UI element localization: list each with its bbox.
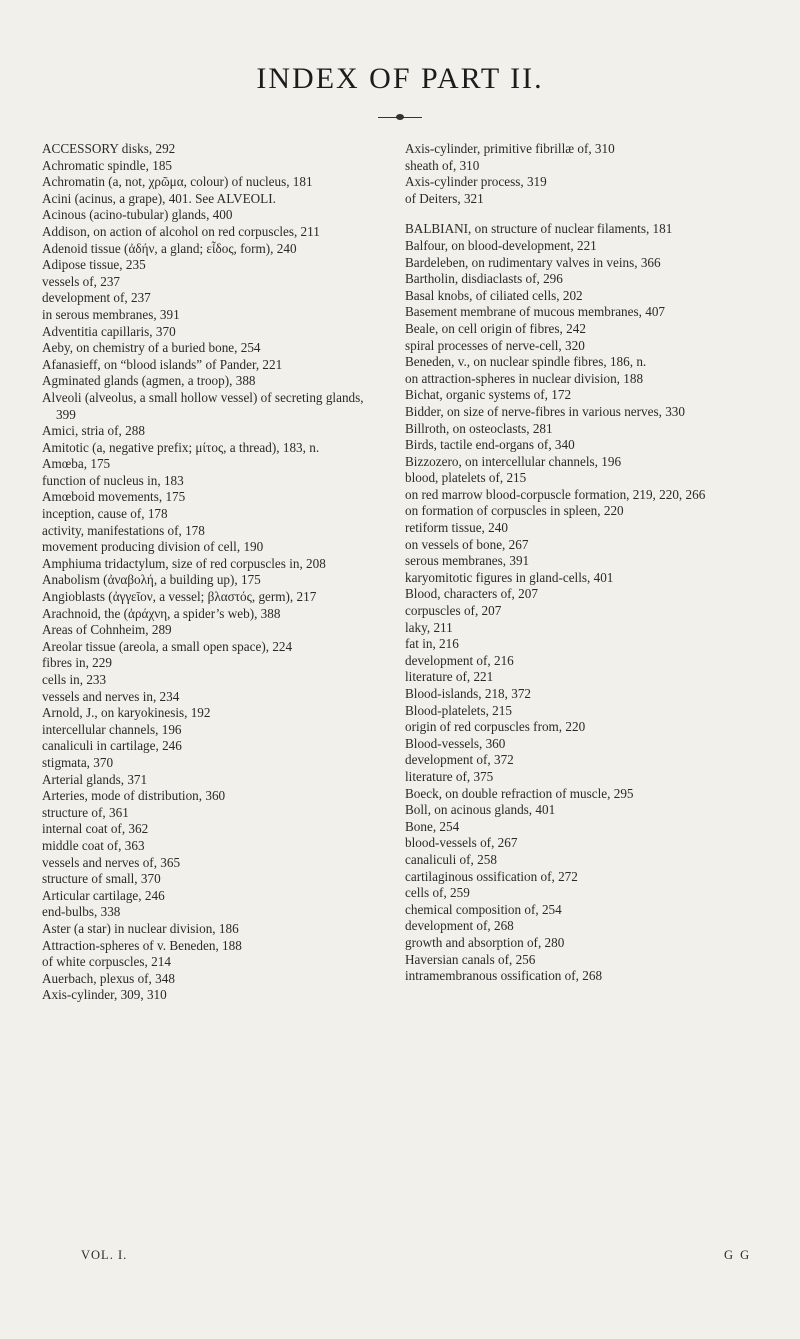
index-entry: Addison, on action of alcohol on red corpuscles, 211 xyxy=(42,223,320,239)
index-entry: Boll, on acinous glands, 401 xyxy=(405,802,556,818)
index-subentry: retiform tissue, 240 xyxy=(405,520,508,536)
index-entry: Bardeleben, on rudimentary valves in veins, 366 xyxy=(405,254,661,270)
index-subentry: karyomitotic figures in gland-cells, 401 xyxy=(405,569,614,585)
index-entry: Acinous (acino-tubular) glands, 400 xyxy=(42,207,233,223)
index-entry: Afanasieff, on “blood islands” of Pander, 221 xyxy=(42,356,283,372)
index-entry: Adipose tissue, 235 xyxy=(42,257,146,273)
index-entry: Bone, 254 xyxy=(405,818,460,834)
index-entry: Amœboid movements, 175 xyxy=(42,489,186,505)
index-subentry: on vessels of bone, 267 xyxy=(405,536,529,552)
index-entry: Basal knobs, of ciliated cells, 202 xyxy=(405,287,583,303)
index-subentry: cartilaginous ossification of, 272 xyxy=(405,868,578,884)
index-subentry: laky, 211 xyxy=(405,619,453,635)
rule-ornament xyxy=(396,114,404,120)
index-subentry: on red marrow blood-corpuscle formation, 219, 220, 266 xyxy=(405,486,706,502)
index-subentry: development of, 268 xyxy=(405,918,514,934)
index-subentry: blood, platelets of, 215 xyxy=(405,470,527,486)
index-subentry: of white corpuscles, 214 xyxy=(42,954,171,970)
index-entry: ACCESSORY disks, 292 xyxy=(42,141,176,156)
index-entry: Aster (a star) in nuclear division, 186 xyxy=(42,920,239,936)
index-entry: Beneden, v., on nuclear spindle fibres, 186, n. xyxy=(405,354,647,370)
page-title: INDEX OF PART II. xyxy=(256,62,544,95)
index-subentry: movement producing division of cell, 190 xyxy=(42,539,264,555)
index-subentry: development of, 216 xyxy=(405,652,514,668)
index-entry: Agminated glands (agmen, a troop), 388 xyxy=(42,373,256,389)
index-subentry: cells of, 259 xyxy=(405,885,470,901)
index-subentry: function of nucleus in, 183 xyxy=(42,472,184,488)
index-column-left xyxy=(42,141,382,1004)
index-entry: Areolar tissue (areola, a small open space), 224 xyxy=(42,638,293,654)
index-subentry: fibres in, 229 xyxy=(42,655,112,671)
index-entry: Blood-islands, 218, 372 xyxy=(405,686,532,701)
section-gap xyxy=(419,207,759,221)
index-entry: Adenoid tissue (ἀδήν, a gland; εἶδος, form), 240 xyxy=(42,240,297,256)
index-entry: Bichat, organic systems of, 172 xyxy=(405,387,572,403)
index-entry: Anabolism (ἀναβολή, a building up), 175 xyxy=(42,572,261,588)
index-entry: Blood, characters of, 207 xyxy=(405,586,538,602)
index-column-right xyxy=(405,141,759,985)
index-subentry: middle coat of, 363 xyxy=(42,837,145,853)
index-entry: Billroth, on osteoclasts, 281 xyxy=(405,420,553,436)
index-subentry: growth and absorption of, 280 xyxy=(405,934,565,950)
index-entry: Articular cartilage, 246 xyxy=(42,887,165,903)
index-subentry: vessels of, 237 xyxy=(42,273,121,289)
index-entry: Axis-cylinder, primitive fibrillæ of, 310 xyxy=(405,141,615,156)
index-subentry: internal coat of, 362 xyxy=(42,821,149,837)
index-entry: Areas of Cohnheim, 289 xyxy=(42,622,172,638)
index-entry: Achromatic spindle, 185 xyxy=(42,157,173,173)
index-subentry: sheath of, 310 xyxy=(405,157,480,173)
index-entry: Blood-vessels, 360 xyxy=(405,735,506,751)
index-subentry: origin of red corpuscles from, 220 xyxy=(405,719,586,735)
index-entry: Arachnoid, the (ἀράχνη, a spider’s web), 388 xyxy=(42,605,281,621)
index-subentry: inception, cause of, 178 xyxy=(42,506,168,522)
index-subentry: vessels and nerves in, 234 xyxy=(42,688,180,704)
index-entry: Amphiuma tridactylum, size of red corpuscles in, 208 xyxy=(42,555,326,571)
index-subentry: stigmata, 370 xyxy=(42,754,114,770)
index-subentry: activity, manifestations of, 178 xyxy=(42,522,205,538)
index-subentry: literature of, 375 xyxy=(405,768,494,784)
index-entry: Balfour, on blood-development, 221 xyxy=(405,237,597,253)
index-entry: Auerbach, plexus of, 348 xyxy=(42,970,175,986)
index-entry: Aeby, on chemistry of a buried bone, 254 xyxy=(42,340,261,356)
index-entry: Amitotic (a, negative prefix; μίτος, a thread), 183, n. xyxy=(42,439,320,455)
index-entry: Axis-cylinder, 309, 310 xyxy=(42,987,167,1003)
index-subentry: serous membranes, 391 xyxy=(405,553,530,569)
index-subentry: vessels and nerves of, 365 xyxy=(42,854,181,870)
index-entry: Birds, tactile end-organs of, 340 xyxy=(405,437,575,453)
index-entry: Angioblasts (ἀγγεῖον, a vessel; βλαστός, germ), 217 xyxy=(42,589,317,605)
index-entry: Bidder, on size of nerve-fibres in various nerves, 330 xyxy=(405,403,685,419)
index-subentry: end-bulbs, 338 xyxy=(42,904,121,920)
index-subentry: in serous membranes, 391 xyxy=(42,306,180,322)
index-entry: Arnold, J., on karyokinesis, 192 xyxy=(42,705,211,721)
index-entry: Blood-platelets, 215 xyxy=(405,702,512,718)
index-entry: Basement membrane of mucous membranes, 407 xyxy=(405,304,666,320)
index-subentry: fat in, 216 xyxy=(405,636,459,652)
index-subentry: chemical composition of, 254 xyxy=(405,901,562,917)
index-subentry: canaliculi of, 258 xyxy=(405,851,497,867)
index-subentry: structure of, 361 xyxy=(42,804,129,820)
index-entry: Alveoli (alveolus, a small hollow vessel) of secreting glands, 399 xyxy=(42,389,364,422)
index-subentry: canaliculi in cartilage, 246 xyxy=(42,738,182,754)
index-subentry: corpuscles of, 207 xyxy=(405,603,502,619)
index-subentry: on formation of corpuscles in spleen, 220 xyxy=(405,503,624,519)
index-subentry: cells in, 233 xyxy=(42,672,107,687)
index-entry: Beale, on cell origin of fibres, 242 xyxy=(405,320,586,336)
index-entry: BALBIANI, on structure of nuclear filaments, 181 xyxy=(405,221,673,237)
index-entry: Adventitia capillaris, 370 xyxy=(42,323,176,339)
index-entry: Amœba, 175 xyxy=(42,456,111,472)
index-entry: Axis-cylinder process, 319 xyxy=(405,174,547,190)
index-subentry: spiral processes of nerve-cell, 320 xyxy=(405,337,585,353)
index-entry: Attraction-spheres of v. Beneden, 188 xyxy=(42,937,242,953)
index-subentry: structure of small, 370 xyxy=(42,871,161,887)
index-entry: Bartholin, disdiaclasts of, 296 xyxy=(405,271,563,287)
index-subentry: literature of, 221 xyxy=(405,669,494,685)
index-entry: Amici, stria of, 288 xyxy=(42,423,145,439)
index-subentry: blood-vessels of, 267 xyxy=(405,835,518,851)
index-entry: Acini (acinus, a grape), 401. See ALVEOLI. xyxy=(42,190,276,206)
index-entry: Arteries, mode of distribution, 360 xyxy=(42,788,226,804)
index-subentry: development of, 237 xyxy=(42,290,151,306)
index-subentry: on attraction-spheres in nuclear division, 188 xyxy=(405,370,644,386)
index-subentry: development of, 372 xyxy=(405,752,514,768)
index-subentry: of Deiters, 321 xyxy=(405,190,484,206)
volume-label: VOL. I. xyxy=(81,1248,128,1262)
signature-mark: G G xyxy=(724,1248,752,1262)
index-entry: Boeck, on double refraction of muscle, 295 xyxy=(405,785,634,801)
index-entry: Bizzozero, on intercellular channels, 196 xyxy=(405,453,622,469)
index-entry: Arterial glands, 371 xyxy=(42,771,148,787)
index-subentry: intercellular channels, 196 xyxy=(42,721,182,737)
index-subentry: Haversian canals of, 256 xyxy=(405,951,536,967)
index-entry: Achromatin (a, not, χρῶμα, colour) of nucleus, 181 xyxy=(42,174,313,190)
index-subentry: intramembranous ossification of, 268 xyxy=(405,968,603,984)
